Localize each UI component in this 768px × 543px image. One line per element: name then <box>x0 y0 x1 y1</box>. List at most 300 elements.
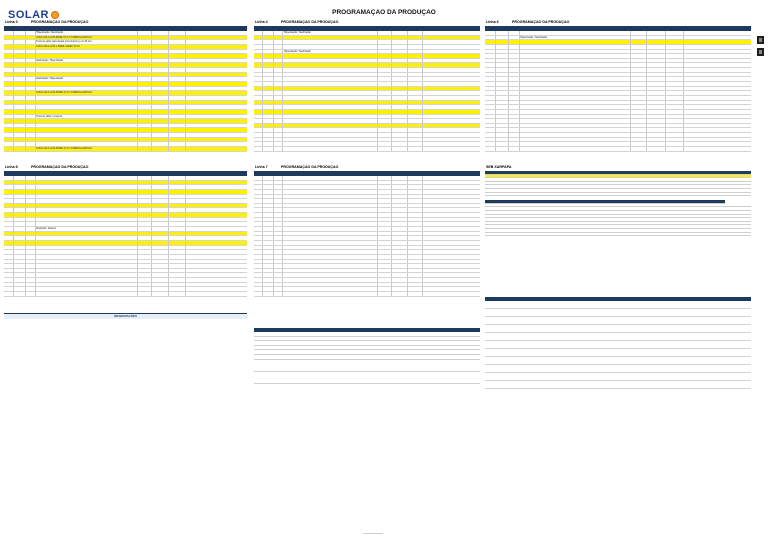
product-description-cell <box>283 40 378 44</box>
extra-cell <box>186 54 247 58</box>
extra-cell <box>186 128 247 132</box>
quantity-cell <box>378 185 392 189</box>
quantity-cell <box>138 208 153 212</box>
sequence-cell <box>274 255 283 259</box>
quantity-cell <box>138 147 153 151</box>
sequence-cell <box>509 87 520 91</box>
side-scroll-tab[interactable] <box>757 36 764 44</box>
line-cell <box>254 185 263 189</box>
observations-title: OBSERVAÇÕES <box>4 314 247 319</box>
product-description-cell <box>520 87 632 91</box>
end-time-cell <box>408 87 424 91</box>
order-cell <box>14 68 26 72</box>
line-cell <box>485 133 496 137</box>
start-time-cell <box>392 269 408 273</box>
end-time-cell <box>408 105 424 109</box>
extra-cell <box>423 278 480 282</box>
extra-cell <box>423 222 480 226</box>
start-time-cell <box>392 213 408 217</box>
order-cell <box>263 101 274 105</box>
order-cell <box>14 204 26 208</box>
sequence-cell <box>509 147 520 151</box>
order-cell <box>496 101 509 105</box>
end-time-cell <box>408 96 424 100</box>
product-description-cell <box>283 176 378 180</box>
start-time-cell <box>647 36 666 40</box>
end-time-cell <box>169 283 186 287</box>
sequence-cell <box>274 190 283 194</box>
start-time-cell <box>647 138 666 142</box>
product-description-cell: Higienização / Sanitização <box>520 36 632 40</box>
start-time-cell <box>152 269 169 273</box>
end-time-cell <box>408 218 424 222</box>
quantity-cell <box>138 250 153 254</box>
syrup-stock-panel <box>485 162 751 292</box>
extra-cell <box>186 287 247 291</box>
product-description-cell <box>283 195 378 199</box>
sequence-cell <box>26 236 36 240</box>
order-cell <box>263 232 274 236</box>
quantity-cell <box>138 101 153 105</box>
product-description-cell <box>283 208 378 212</box>
quantity-cell <box>138 59 153 63</box>
start-time-cell <box>152 110 169 114</box>
extra-cell <box>186 269 247 273</box>
sequence-cell <box>26 278 36 282</box>
product-description-cell <box>283 87 378 91</box>
line-cell <box>485 105 496 109</box>
start-time-cell <box>152 59 169 63</box>
extra-cell <box>186 101 247 105</box>
end-time-cell <box>408 236 424 240</box>
line-label: Linha 6 <box>486 19 499 24</box>
order-cell <box>14 101 26 105</box>
stock-qty-cell <box>671 178 751 181</box>
order-cell <box>14 176 26 180</box>
end-time-cell <box>666 63 685 67</box>
end-time-cell <box>666 119 685 123</box>
line-cell <box>4 133 14 137</box>
quantity-cell <box>631 31 647 35</box>
start-time-cell <box>647 77 666 81</box>
order-cell <box>14 255 26 259</box>
extra-cell <box>186 250 247 254</box>
end-time-cell <box>408 73 424 77</box>
product-description-cell <box>520 142 632 146</box>
side-scroll-tab[interactable] <box>757 48 764 56</box>
start-time-cell <box>392 115 408 119</box>
order-cell <box>496 59 509 63</box>
order-cell <box>263 250 274 254</box>
product-description-cell <box>520 105 632 109</box>
end-time-cell <box>666 101 685 105</box>
sequence-cell <box>26 40 36 44</box>
extra-cell <box>423 91 480 95</box>
extra-cell <box>423 273 480 277</box>
start-time-cell <box>392 54 408 58</box>
extra-cell <box>186 218 247 222</box>
secondary-table <box>485 204 751 236</box>
end-time-cell <box>408 101 424 105</box>
sequence-cell <box>274 54 283 58</box>
sequence-cell <box>509 128 520 132</box>
quantity-cell <box>631 101 647 105</box>
line-cell <box>4 31 14 35</box>
end-time-cell <box>408 138 424 142</box>
quantity-cell <box>631 45 647 49</box>
sequence-cell <box>26 115 36 119</box>
end-time-cell <box>169 222 186 226</box>
product-description-cell <box>36 213 138 217</box>
order-cell <box>496 63 509 67</box>
table-row <box>485 317 751 325</box>
order-cell <box>263 255 274 259</box>
product-description-cell: Higienização / Sanitização <box>36 31 138 35</box>
product-description-cell <box>283 82 378 86</box>
sequence-cell <box>274 246 283 250</box>
sequence-cell <box>26 119 36 123</box>
quantity-cell <box>631 91 647 95</box>
sequence-cell <box>509 101 520 105</box>
sequence-cell <box>26 96 36 100</box>
start-time-cell <box>152 236 169 240</box>
start-time-cell <box>392 96 408 100</box>
order-cell <box>263 292 274 296</box>
quantity-cell <box>631 138 647 142</box>
start-time-cell <box>152 45 169 49</box>
start-time-cell <box>647 124 666 128</box>
quantity-cell <box>378 190 392 194</box>
end-time-cell <box>169 232 186 236</box>
extra-cell <box>186 236 247 240</box>
extra-cell <box>423 287 480 291</box>
start-time-cell <box>392 142 408 146</box>
quantity-cell <box>631 36 647 40</box>
line-cell <box>254 236 263 240</box>
quantity-cell <box>138 110 153 114</box>
line-cell <box>485 82 496 86</box>
extra-cell <box>423 292 480 296</box>
end-time-cell <box>169 31 186 35</box>
order-cell <box>496 73 509 77</box>
product-description-cell <box>36 255 138 259</box>
line-cell <box>4 199 14 203</box>
end-time-cell <box>408 124 424 128</box>
schedule-panel-line-6 <box>485 17 751 159</box>
start-time-cell <box>392 50 408 54</box>
sequence-cell <box>509 36 520 40</box>
line-cell <box>4 101 14 105</box>
extra-cell <box>684 50 751 54</box>
end-time-cell <box>408 213 424 217</box>
quantity-cell <box>378 269 392 273</box>
sequence-cell <box>26 255 36 259</box>
extra-cell <box>423 31 480 35</box>
line-cell <box>485 31 496 35</box>
product-description-cell: COCA COLA LATA 350ML CX 12 "FORMULA ANTIGA" <box>36 36 138 40</box>
product-description-cell <box>283 133 378 137</box>
start-time-cell <box>647 128 666 132</box>
sequence-cell <box>509 50 520 54</box>
start-time-cell <box>152 31 169 35</box>
order-cell <box>14 138 26 142</box>
quantity-cell <box>378 68 392 72</box>
line-cell <box>254 124 263 128</box>
line-cell <box>4 232 14 236</box>
quantity-cell <box>378 63 392 67</box>
sequence-cell <box>274 40 283 44</box>
order-cell <box>263 50 274 54</box>
panel-header <box>4 162 247 171</box>
end-time-cell <box>169 119 186 123</box>
product-description-cell <box>36 273 138 277</box>
end-time-cell <box>408 147 424 151</box>
product-description-cell <box>36 185 138 189</box>
end-time-cell <box>169 138 186 142</box>
sequence-cell <box>509 142 520 146</box>
sequence-cell <box>509 119 520 123</box>
order-cell <box>496 119 509 123</box>
quantity-cell <box>631 110 647 114</box>
table-row[interactable] <box>254 147 480 152</box>
table-row <box>485 341 751 349</box>
sequence-cell <box>509 63 520 67</box>
quantity-cell <box>138 31 153 35</box>
order-cell <box>14 236 26 240</box>
end-time-cell <box>666 45 685 49</box>
stock-desc-cell <box>522 193 671 196</box>
extra-cell <box>684 119 751 123</box>
quantity-cell <box>138 138 153 142</box>
stock-qty-cell <box>671 189 751 192</box>
start-time-cell <box>152 283 169 287</box>
end-time-cell <box>408 227 424 231</box>
product-description-cell <box>36 176 138 180</box>
end-time-cell <box>408 204 424 208</box>
order-cell <box>263 222 274 226</box>
quantity-cell <box>138 218 153 222</box>
start-time-cell <box>392 59 408 63</box>
line-cell <box>4 260 14 264</box>
extra-cell <box>186 82 247 86</box>
quantity-cell <box>378 40 392 44</box>
start-time-cell <box>647 54 666 58</box>
start-time-cell <box>152 63 169 67</box>
start-time-cell <box>392 63 408 67</box>
start-time-cell <box>392 73 408 77</box>
end-time-cell <box>666 138 685 142</box>
line-cell <box>485 77 496 81</box>
extra-cell <box>423 105 480 109</box>
start-time-cell <box>392 283 408 287</box>
start-time-cell <box>392 138 408 142</box>
sequence-cell <box>26 31 36 35</box>
product-description-cell <box>520 82 632 86</box>
extra-cell <box>684 110 751 114</box>
extra-cell <box>423 255 480 259</box>
stock-code-cell <box>485 185 522 188</box>
sequence-cell <box>509 96 520 100</box>
product-description-cell <box>36 87 138 91</box>
product-description-cell <box>36 208 138 212</box>
start-time-cell <box>392 264 408 268</box>
extra-cell <box>684 31 751 35</box>
product-description-cell <box>36 236 138 240</box>
quantity-cell <box>138 241 153 245</box>
product-description-cell <box>283 45 378 49</box>
order-cell <box>496 96 509 100</box>
end-time-cell <box>666 128 685 132</box>
panel-title: PROGRAMAÇAO DA PRODUÇAO <box>281 164 339 169</box>
quantity-cell <box>138 269 153 273</box>
end-time-cell <box>169 77 186 81</box>
line-cell <box>4 176 14 180</box>
start-time-cell <box>152 138 169 142</box>
product-description-cell <box>283 110 378 114</box>
start-time-cell <box>647 31 666 35</box>
start-time-cell <box>152 250 169 254</box>
extra-cell <box>186 195 247 199</box>
extra-cell <box>423 241 480 245</box>
end-time-cell <box>169 208 186 212</box>
schedule-panel-line-7 <box>254 162 480 310</box>
product-description-cell <box>36 119 138 123</box>
order-cell <box>263 96 274 100</box>
start-time-cell <box>152 246 169 250</box>
stock-code-cell <box>485 182 522 185</box>
order-cell <box>14 63 26 67</box>
quantity-cell <box>138 91 153 95</box>
extra-cell <box>423 119 480 123</box>
order-cell <box>14 147 26 151</box>
quantity-cell <box>378 208 392 212</box>
line-cell <box>4 218 14 222</box>
product-description-cell <box>283 59 378 63</box>
start-time-cell <box>392 236 408 240</box>
line-cell <box>254 213 263 217</box>
sequence-cell <box>26 138 36 142</box>
sequence-cell <box>26 101 36 105</box>
line-cell <box>4 59 14 63</box>
end-time-cell <box>169 142 186 146</box>
sequence-cell <box>274 31 283 35</box>
line-cell <box>254 50 263 54</box>
start-time-cell <box>392 36 408 40</box>
order-cell <box>263 128 274 132</box>
end-time-cell <box>169 147 186 151</box>
order-cell <box>14 269 26 273</box>
line-cell <box>254 232 263 236</box>
page-title: PROGRAMAÇAO DA PRODUÇAO <box>332 9 436 16</box>
extra-cell <box>684 63 751 67</box>
line-cell <box>254 227 263 231</box>
line-cell <box>254 82 263 86</box>
quantity-cell <box>378 105 392 109</box>
line-cell <box>4 278 14 282</box>
quantity-cell <box>378 181 392 185</box>
line-cell <box>4 68 14 72</box>
extra-cell <box>423 50 480 54</box>
line-cell <box>254 250 263 254</box>
sequence-cell <box>26 227 36 231</box>
quantity-cell <box>631 50 647 54</box>
sequence-cell <box>26 246 36 250</box>
line-cell <box>4 227 14 231</box>
product-description-cell <box>283 91 378 95</box>
sequence-cell <box>509 59 520 63</box>
extra-cell <box>423 101 480 105</box>
sequence-cell <box>26 82 36 86</box>
schedule-rows <box>4 176 247 297</box>
table-row[interactable] <box>485 147 751 152</box>
table-row[interactable] <box>4 292 247 297</box>
line-cell <box>485 68 496 72</box>
table-row[interactable] <box>254 292 480 297</box>
quantity-cell <box>138 255 153 259</box>
end-time-cell <box>169 115 186 119</box>
product-description-cell <box>36 73 138 77</box>
start-time-cell <box>392 222 408 226</box>
quantity-cell <box>138 227 153 231</box>
order-cell <box>263 133 274 137</box>
product-description-cell <box>520 96 632 100</box>
extra-cell <box>186 91 247 95</box>
product-description-cell <box>283 278 378 282</box>
end-time-cell <box>666 142 685 146</box>
line-cell <box>4 54 14 58</box>
line-cell <box>254 208 263 212</box>
end-time-cell <box>408 68 424 72</box>
order-cell <box>14 222 26 226</box>
end-time-cell <box>169 91 186 95</box>
line-cell <box>254 222 263 226</box>
table-row[interactable] <box>4 147 247 152</box>
quantity-cell <box>138 176 153 180</box>
product-description-cell <box>36 96 138 100</box>
extra-cell <box>423 232 480 236</box>
product-description-cell <box>36 142 138 146</box>
line-cell <box>254 287 263 291</box>
product-description-cell <box>283 227 378 231</box>
extra-cell <box>684 59 751 63</box>
product-description-cell <box>283 222 378 226</box>
quantity-cell <box>138 36 153 40</box>
quantity-cell <box>378 110 392 114</box>
sequence-cell <box>509 77 520 81</box>
line-cell <box>4 250 14 254</box>
sequence-cell <box>26 208 36 212</box>
sequence-cell <box>274 208 283 212</box>
quantity-cell <box>378 232 392 236</box>
extra-cell <box>186 278 247 282</box>
end-time-cell <box>408 54 424 58</box>
start-time-cell <box>392 176 408 180</box>
line-cell <box>4 208 14 212</box>
line-label: Linha 7 <box>255 164 268 169</box>
quantity-cell <box>138 185 153 189</box>
extra-cell <box>186 283 247 287</box>
sequence-cell <box>26 273 36 277</box>
order-cell <box>496 36 509 40</box>
order-cell <box>14 77 26 81</box>
quantity-cell <box>138 142 153 146</box>
sequence-cell <box>274 138 283 142</box>
extra-cell <box>423 190 480 194</box>
sequence-cell <box>274 119 283 123</box>
order-cell <box>263 283 274 287</box>
start-time-cell <box>152 40 169 44</box>
line-cell <box>254 73 263 77</box>
